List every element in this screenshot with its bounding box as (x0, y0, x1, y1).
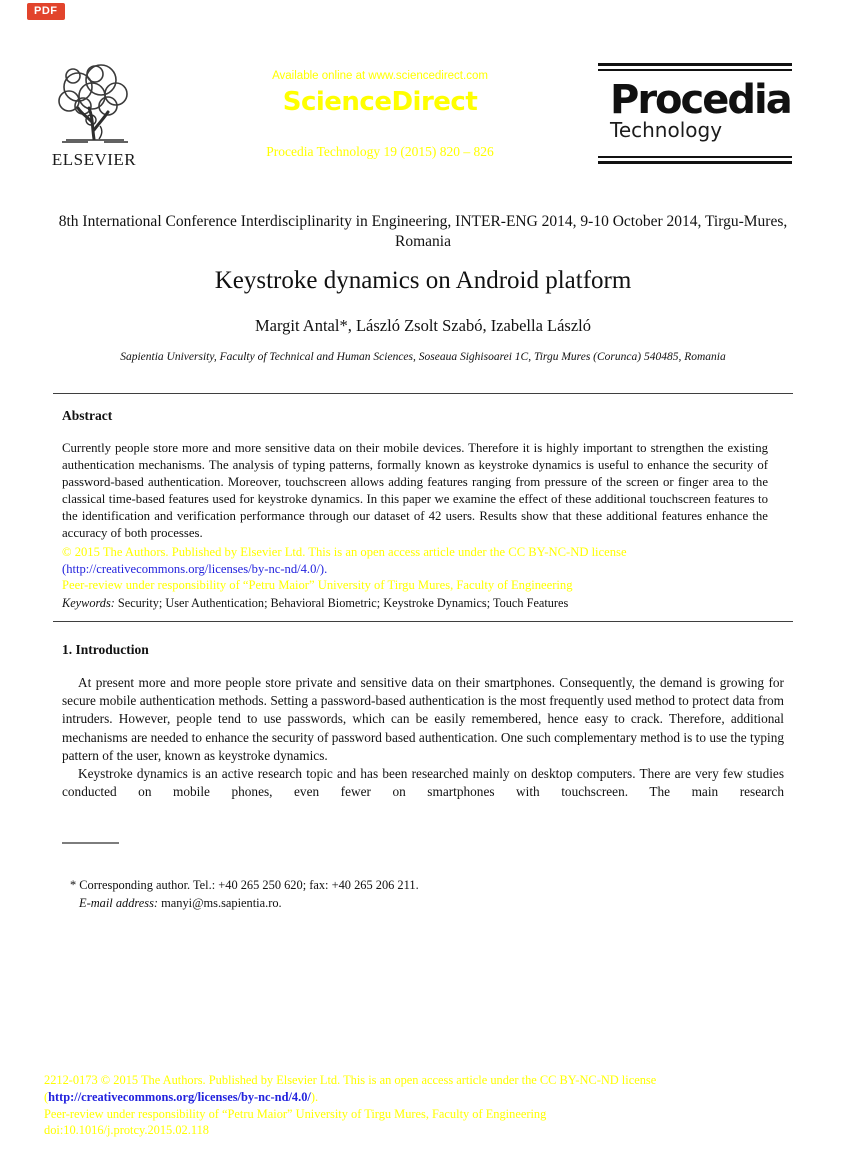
license-line: © 2015 The Authors. Published by Elsevier Ltd. This is an open access article under the CC BY-NC-ND license (62, 545, 627, 559)
elsevier-logo (46, 60, 142, 170)
license-block (62, 544, 782, 594)
creativecommons-link[interactable]: (http://creativecommons.org/licenses/by-nc-nd/4.0/). (62, 561, 328, 576)
introduction-paragraph-2: Keystroke dynamics is an active research topic and has been researched mainly on desktop computers. There are very few studies conducted on mobile phones, even fewer on smartphones with touchscreen. The main research (62, 766, 784, 800)
keywords-label: Keywords: (62, 596, 115, 610)
footer-peer-review-line: Peer-review under responsibility of “Petru Maior” University of Tirgu Mures, Faculty of Engineering (44, 1106, 547, 1121)
divider-below-keywords (53, 621, 793, 622)
abstract-heading: Abstract (62, 408, 113, 423)
keywords-list: Security; User Authentication; Behavioral Biometric; Keystroke Dynamics; Touch Features (114, 596, 569, 610)
email-address[interactable]: manyi@ms.sapientia.ro. (158, 896, 282, 910)
sciencedirect-logo[interactable]: ScienceDirect (282, 87, 478, 117)
email-label: E-mail address: (79, 896, 159, 910)
elsevier-wordmark: ELSEVIER (51, 150, 137, 169)
journal-header (230, 70, 530, 160)
footer-block (44, 1072, 804, 1139)
conference-title: 8th International Conference Interdisciplinarity in Engineering, INTER-ENG 2014, 9-10 October 2014, Tirgu-Mures, Romania (58, 213, 788, 250)
pdf-badge[interactable]: PDF (27, 3, 65, 20)
authors-line: Margit Antal*, László Zsolt Szabó, Izabella László (254, 316, 592, 335)
introduction-body (62, 674, 784, 801)
procedia-top-rule-thick (598, 63, 792, 66)
footer-url-line: (http://creativecommons.org/licenses/by-nc-nd/4.0/). (44, 1089, 319, 1104)
procedia-bottom-rules (598, 156, 792, 164)
procedia-top-rule-thin (598, 69, 792, 71)
paper-title: Keystroke dynamics on Android platform (214, 267, 632, 294)
doi-line[interactable]: doi:10.1016/j.protcy.2015.02.118 (44, 1123, 209, 1138)
journal-reference: Procedia Technology 19 (2015) 820 – 826 (266, 144, 494, 159)
peer-review-line: Peer-review under responsibility of “Petru Maior” University of Tirgu Mures, Faculty of Engineering (62, 578, 573, 593)
affiliation-line: Sapientia University, Faculty of Technical and Human Sciences, Soseaua Sighisoarei 1C, Tirgu Mures (Corunca) 540485, Romania (120, 351, 726, 363)
footnote-rule (62, 842, 119, 844)
available-online-text: Available online at www.sciencedirect.com (272, 70, 488, 82)
footer-creativecommons-link[interactable]: http://creativecommons.org/licenses/by-nc-nd/4.0/ (48, 1089, 311, 1104)
procedia-subtitle: Technology (610, 118, 723, 142)
procedia-logo (598, 63, 792, 164)
email-note (79, 896, 282, 911)
procedia-title: Procedia (610, 77, 791, 123)
introduction-paragraph-1: At present more and more people store private and sensitive data on their smartphones. Consequently, the demand is growing for secure mobile authentication methods. Setting a password-based authentication is the most frequently used method to protect data from intruders. However, people tend to use passwords, which can be easily remembered, hence easy to crack. Therefore, additional mechanisms are needed to enhance the security of password based authentication. One such complementary method is to use the typing pattern of the user, known as keystroke dynamics. (62, 675, 784, 763)
issn-copyright-line: 2212-0173 © 2015 The Authors. Published by Elsevier Ltd. This is an open access article under the CC BY-NC-ND license (44, 1073, 657, 1087)
license-url-line (62, 561, 782, 578)
keywords-line (62, 596, 782, 611)
elsevier-tree-icon (48, 60, 140, 144)
introduction-heading: 1. Introduction (62, 642, 149, 657)
divider-above-abstract (53, 393, 793, 394)
corresponding-author-note: * Corresponding author. Tel.: +40 265 250 620; fax: +40 265 206 211. (70, 878, 419, 892)
abstract-body: Currently people store more and more sensitive data on their mobile devices. Therefore it is highly important to strengthen the existing authentication mechanisms. The analysis of typing patterns, formally known as keystroke dynamics is useful to enhance the security of password-based authentication. Moreover, touchscreen allows adding features ranging from pressure of the screen or finger area to the classical time-based features used for keystroke dynamics. In this paper we examine the effect of these additional touchscreen features to the identification and verification performance through our dataset of 42 users. Results show that these additional features enhance the accuracy of both processes. (62, 441, 768, 540)
